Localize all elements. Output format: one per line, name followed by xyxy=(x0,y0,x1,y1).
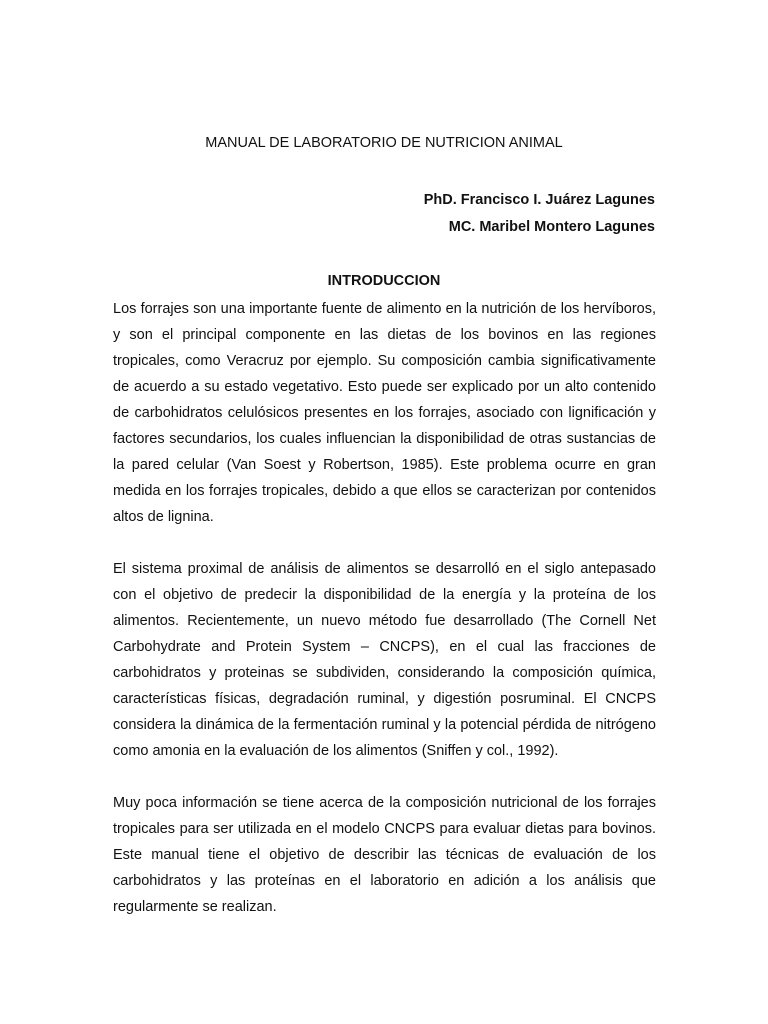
paragraph-3: Muy poca información se tiene acerca de la composición nutricional de los forrajes tropicales para ser utilizada en el modelo CNCPS para evaluar dietas para bovinos. Este manual tiene el objetivo de describir las técnicas de evaluación de los carbohidratos y las proteínas en el laboratorio en adición a los análisis que regularmente se realizan. xyxy=(113,795,656,915)
paragraph-2: El sistema proximal de análisis de alimentos se desarrolló en el siglo antepasado con el objetivo de predecir la disponibilidad de la energía y la proteína de los alimentos. Recientemente, un nuevo método fue desarrollado (The Cornell Net Carbohydrate and Protein System – CNCPS), en el cual las fracciones de carbohidratos y proteinas se subdividen, considerando la composición química, características físicas, degradación ruminal, y digestión posruminal. El CNCPS considera la dinámica de la fermentación ruminal y la potencial pérdida de nitrógeno como amonia en la evaluación de los alimentos (Sniffen y col., 1992). xyxy=(113,561,656,759)
body-text xyxy=(113,296,656,946)
paragraph-1: Los forrajes son una importante fuente de alimento en la nutrición de los hervíboros, y son el principal componente en las dietas de los bovinos en las regiones tropicales, como Veracruz por ejemplo. Su composición cambia significativamente de acuerdo a su estado vegetativo. Esto puede ser explicado por un alto contenido de carbohidratos celulósicos presentes en los forrajes, asociado con lignificación y factores secundarios, los cuales influencian la disponibilidad de otras sustancias de la pared celular (Van Soest y Robertson, 1985). Este problema ocurre en gran medida en los forrajes tropicales, debido a que ellos se caracterizan por contenidos altos de lignina. xyxy=(113,301,656,525)
document-title: MANUAL DE LABORATORIO DE NUTRICION ANIMAL xyxy=(205,135,563,151)
author-2: MC. Maribel Montero Lagunes xyxy=(448,219,655,235)
author-block xyxy=(424,187,655,241)
author-1: PhD. Francisco I. Juárez Lagunes xyxy=(423,192,655,208)
section-heading: INTRODUCCION xyxy=(327,273,441,289)
